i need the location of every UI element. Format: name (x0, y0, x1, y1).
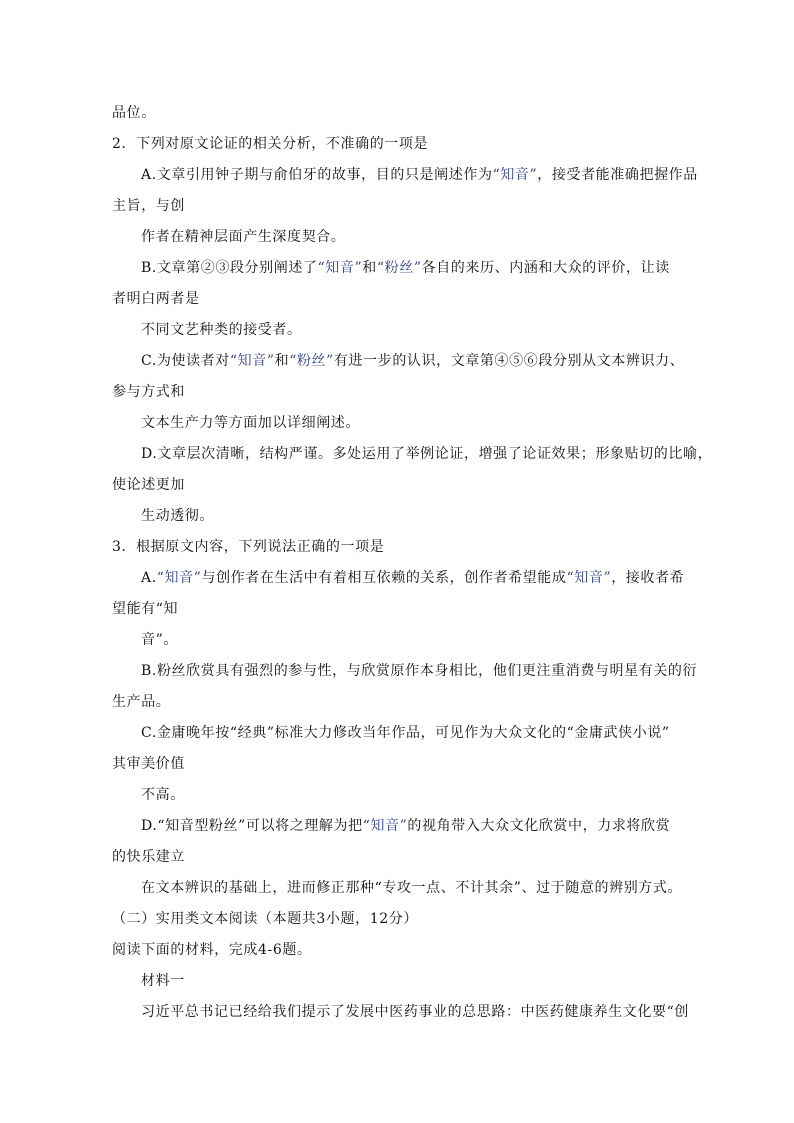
q3-option-d-cont: 在文本辨识的基础上，进而修正那种“专攻一点、不计其余”、过于随意的辨别方式。 (141, 880, 683, 896)
q2-option-c-cont: 文本生产力等方面加以详细阐述。 (141, 415, 360, 431)
q3-option-d: D.“知音型粉丝”可以将之理解为把“知音”的视角带入大众文化欣赏中，力求将欣赏 (141, 818, 671, 834)
q3-option-c: C.金庸晚年按“经典”标准大力修改当年作品，可见作为大众文化的“金庸武侠小说” (141, 725, 670, 741)
section-heading: （二）实用类文本阅读（本题共3小题，12分） (112, 911, 418, 927)
text-line: 品位。 (112, 105, 156, 121)
q3-option-a-cont: 音”。 (141, 632, 178, 648)
q3-option-a-cont: 望能有“知 (112, 601, 179, 617)
material-paragraph: 习近平总书记已经给我们提示了发展中医药事业的总思路：中医药健康养生文化要“创 (141, 1004, 689, 1020)
q3-option-c-cont: 其审美价值 (112, 756, 185, 772)
q2-option-b-cont: 不同文艺种类的接受者。 (141, 322, 302, 338)
q3-option-d-cont: 的快乐建立 (112, 849, 185, 865)
q2-option-d: D.文章层次清晰，结构严谨。多处运用了举例论证，增强了论证效果；形象贴切的比喻， (141, 446, 713, 462)
q3-option-a: A.“知音”与创作者在生活中有着相互依赖的关系，创作者希望能成“知音”，接收者希 (141, 570, 685, 586)
question-2-stem: 2．下列对原文论证的相关分析，不准确的一项是 (112, 136, 429, 152)
q3-option-c-cont: 不高。 (141, 787, 185, 803)
instruction-text: 阅读下面的材料，完成4-6题。 (112, 942, 312, 958)
q2-option-b: B.文章第②③段分别阐述了“知音”和“粉丝”各自的来历、内涵和大众的评价，让读 (141, 260, 670, 276)
q3-option-b-cont: 生产品。 (112, 694, 171, 710)
q2-option-a-cont: 作者在精神层面产生深度契合。 (141, 229, 346, 245)
q2-option-d-cont: 生动透彻。 (141, 508, 214, 524)
q2-option-d-cont: 使论述更加 (112, 477, 185, 493)
material-heading: 材料一 (141, 973, 185, 989)
q2-option-a-cont: 主旨，与创 (112, 198, 185, 214)
q2-option-c: C.为使读者对“知音”和“粉丝”有进一步的认识，文章第④⑤⑥段分别从文本辨识力、 (141, 353, 685, 369)
q2-option-b-cont: 者明白两者是 (112, 291, 200, 307)
q2-option-c-cont: 参与方式和 (112, 384, 185, 400)
q2-option-a: A.文章引用钟子期与俞伯牙的故事，目的只是阐述作为“知音”，接受者能准确把握作品 (141, 167, 698, 183)
question-3-stem: 3．根据原文内容，下列说法正确的一项是 (112, 539, 385, 555)
q3-option-b: B.粉丝欣赏具有强烈的参与性，与欣赏原作本身相比，他们更注重消费与明星有关的衍 (141, 663, 698, 679)
